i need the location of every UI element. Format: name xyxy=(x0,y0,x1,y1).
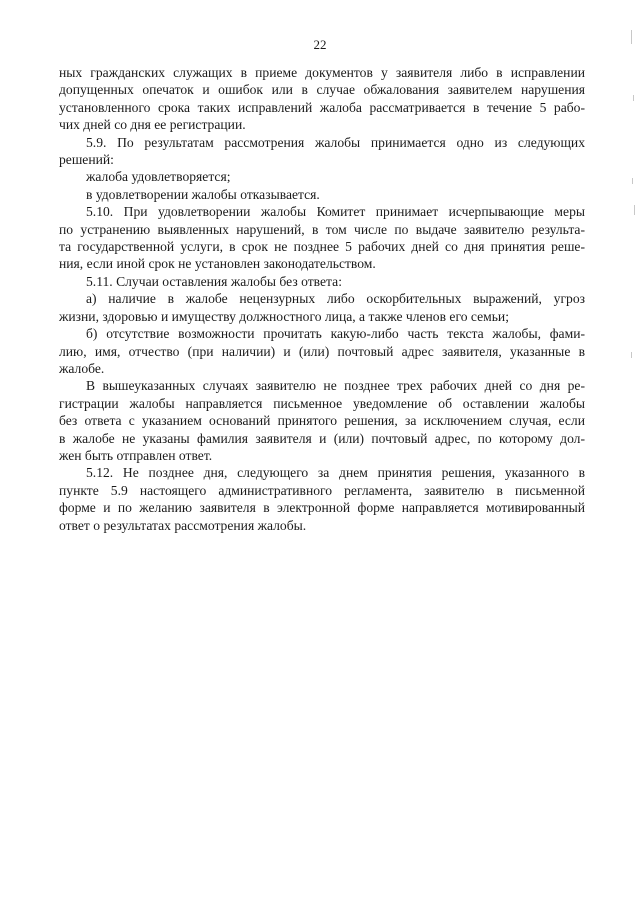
text-line: установленного срока таких исправлений жалоба рассматривается в течение 5 рабо- xyxy=(59,99,585,115)
paragraph xyxy=(59,186,585,203)
scan-artifact xyxy=(633,95,634,101)
paragraph xyxy=(59,290,585,325)
text-line: ных гражданских служащих в приеме документов у заявителя либо в исправлении xyxy=(59,65,585,80)
text-line: по устранению выявленных нарушений, в том числе по выдаче заявителю результа- xyxy=(59,221,585,237)
scan-artifact xyxy=(631,30,632,44)
text-line: в удовлетворении жалобы отказывается. xyxy=(86,186,320,202)
paragraph xyxy=(59,168,585,185)
text-line: лию, имя, отчество (при наличии) и (или) почтовый адрес заявителя, указанные в xyxy=(59,343,585,359)
text-line: жалобе. xyxy=(59,360,105,376)
paragraph xyxy=(59,64,585,134)
paragraph xyxy=(59,325,585,377)
scan-artifact xyxy=(632,178,633,184)
text-line: 5.11. Случаи оставления жалобы без ответа: xyxy=(86,273,342,289)
text-line: б) отсутствие возможности прочитать какую-либо часть текста жалобы, фами- xyxy=(86,326,585,342)
paragraph xyxy=(59,377,585,464)
text-line: а) наличие в жалобе нецензурных либо оскорбительных выражений, угроз xyxy=(86,291,585,307)
text-line: пункте 5.9 настоящего административного регламента, заявителю в письменной xyxy=(59,482,585,498)
text-line: ния, если иной срок не установлен законодательством. xyxy=(59,256,376,272)
text-line: 5.10. При удовлетворении жалобы Комитет принимает исчерпывающие меры xyxy=(86,204,585,220)
text-line: та государственной услуги, в срок не позднее 5 рабочих дней со дня принятия реше- xyxy=(59,239,585,255)
paragraph xyxy=(59,273,585,290)
text-line: в жалобе не указаны фамилия заявителя и (или) почтовый адрес, по которому дол- xyxy=(59,430,585,446)
document-body xyxy=(59,64,585,534)
text-line: 5.12. Не позднее дня, следующего за днем принятия решения, указанного в xyxy=(86,465,585,481)
text-line: жен быть отправлен ответ. xyxy=(59,447,213,463)
text-line: без ответа с указанием оснований принятого решения, за исключением случая, если xyxy=(59,413,585,429)
text-line: ответ о результатах рассмотрения жалобы. xyxy=(59,517,307,533)
text-line: В вышеуказанных случаях заявителю не позднее трех рабочих дней со дня ре- xyxy=(86,378,585,394)
page-number: 22 xyxy=(313,37,327,52)
text-line: жалоба удовлетворяется; xyxy=(86,169,231,185)
paragraph xyxy=(59,134,585,169)
text-line: гистрации жалобы направляется письменное уведомление об оставлении жалобы xyxy=(59,395,585,411)
paragraph xyxy=(59,464,585,534)
text-line: решений: xyxy=(59,152,114,168)
scan-artifact xyxy=(634,205,635,215)
text-line: чих дней со дня ее регистрации. xyxy=(59,117,246,133)
text-line: форме и по желанию заявителя в электронной форме направляется мотивированный xyxy=(59,500,585,516)
paragraph xyxy=(59,203,585,273)
text-line: 5.9. По результатам рассмотрения жалобы принимается одно из следующих xyxy=(86,134,585,150)
text-line: жизни, здоровью и имуществу должностного лица, а также членов его семьи; xyxy=(59,308,509,324)
text-line: допущенных опечаток и ошибок или в случае обжалования заявителем нарушения xyxy=(59,82,585,98)
scan-artifact xyxy=(631,352,632,358)
